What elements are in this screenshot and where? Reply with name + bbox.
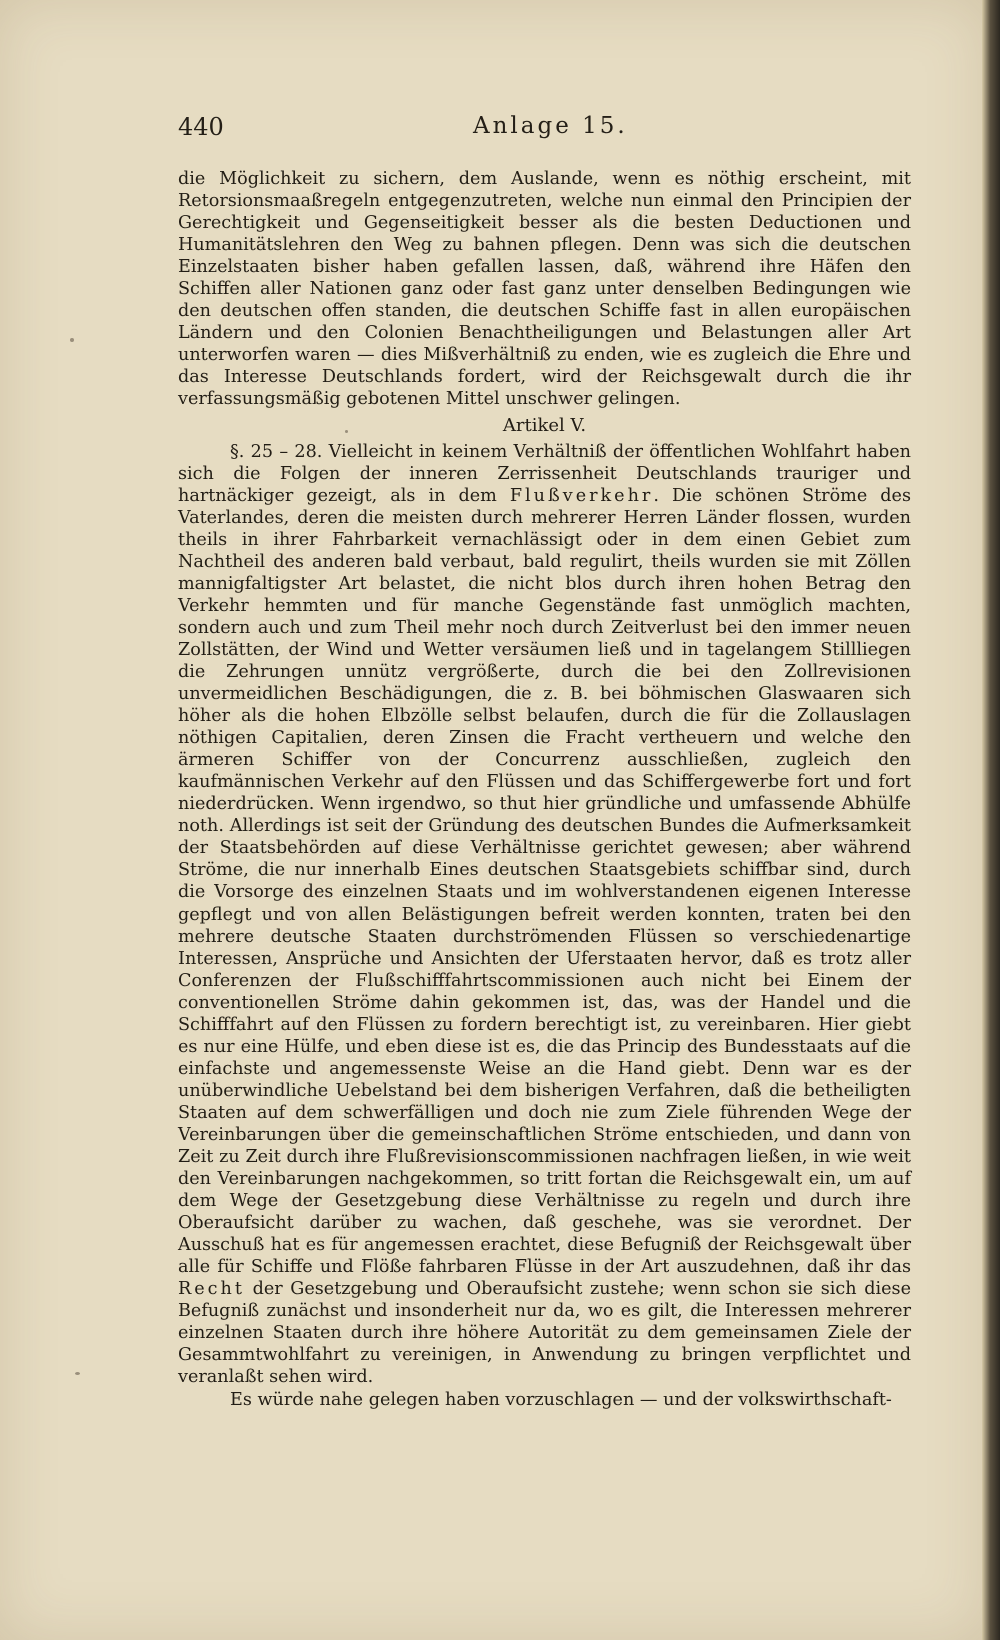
paper-speck — [345, 430, 348, 433]
running-title: Anlage 15. — [473, 113, 628, 139]
paper-speck — [70, 338, 74, 342]
paper-speck — [75, 1372, 80, 1375]
page-number: 440 — [178, 113, 224, 141]
paragraph-article-v — [178, 441, 911, 1389]
emphasized-term: Recht — [178, 1279, 245, 1300]
page-header — [178, 113, 918, 149]
article-heading: Artikel V. — [502, 414, 587, 436]
page-body — [178, 168, 911, 1411]
paragraph-closing: Es würde nahe gelegen haben vorzuschlagen — und der volkswirthschaft- — [230, 1389, 892, 1410]
paragraph-text: der Gesetzgebung und Oberaufsicht zustehe; wenn schon sie sich diese Befugniß zunächst und insonderheit nur da, wo es gilt, die Interessen mehrerer einzelnen Staaten durch ihre höhere Autorität zu dem gemeinsamen Ziele der Gesammtwohlfahrt zu vereinigen, in Anwendung zu bringen verpflichtet und veranlaßt sehen wird. — [178, 1279, 911, 1388]
paragraph-continuation: die Möglichkeit zu sichern, dem Auslande, wenn es nöthig erscheint, mit Retorsionsmaaßregeln entgegenzutreten, welche nun einmal den Principien der Gerechtigkeit und Gegenseitigkeit besser als die besten Deductionen und Humanitätslehren den Weg zu bahnen pflegen. Denn was sich die deutschen Einzelstaaten bisher haben gefallen lassen, daß, während ihre Häfen den Schiffen aller Nationen ganz oder fast ganz unter denselben Bedingungen wie den deutschen offen standen, die deutschen Schiffe fast in allen europäischen Ländern und den Colonien Benachtheiligungen und Belastungen aller Art unterworfen waren — dies Mißverhältniß zu enden, wie es zugleich die Ehre und das Interesse Deutschlands fordert, wird der Reichsgewalt durch die ihr verfassungsmäßig gebotenen Mittel unschwer gelingen. — [178, 169, 911, 410]
book-spine-edge — [982, 0, 1000, 1640]
emphasized-term: Flußverkehr — [509, 485, 654, 506]
paragraph-text: §. 25 – 28. Vielleicht in keinem Verhältniß der öffentlichen Wohlfahrt haben sich die Folgen der inneren Zerrissenheit Deutschlands trauriger und hartnäckiger gezeigt, als in dem — [178, 441, 911, 506]
paragraph-text: . Die schönen Ströme des Vaterlandes, deren die meisten durch mehrerer Herren Länder flossen, wurden theils in ihrer Fahrbarkeit vernachlässigt oder in dem einen Gebiet zum Nachtheil des anderen bald verbaut, bald regulirt, theils wurden sie mit Zöllen mannigfaltigster Art belastet, die nicht blos durch ihren hohen Betrag den Verkehr hemmten und für manche Gegenstände fast unmöglich machten, sondern auch und zum Theil mehr noch durch Zeitverlust bei den immer neuen Zollstätten, der Wind und Wetter versäumen ließ und in tagelangem Stillliegen die Zehrungen unnütz vergrößerte, durch die bei den Zollrevisionen unvermeidlichen Beschädigungen, die z. B. bei böhmischen Glaswaaren sich höher als die hohen Elbzölle selbst belaufen, durch die für die Zollauslagen nöthigen Capitalien, deren Zinsen die Fracht vertheuern und welche den ärmeren Schiffer von der Concurrenz ausschließen, zugleich den kaufmännischen Verkehr auf den Flüssen und das Schiffergewerbe fort und fort niederdrücken. Wenn irgendwo, so thut hier gründliche und umfassende Abhülfe noth. Allerdings ist seit der Gründung des deutschen Bundes die Aufmerksamkeit der Staatsbehörden auf diese Verhältnisse gerichtet gewesen; aber während Ströme, die nur innerhalb Eines deutschen Staatsgebiets schiffbar sind, durch die Vorsorge des einzelnen Staats und im wohlverstandenen eigenen Interesse gepflegt und von allen Belästigungen befreit werden konnten, traten bei den mehrere deutsche Staaten durchströmenden Flüssen so verschiedenartige Interessen, Ansprüche und Ansichten der Uferstaaten hervor, daß es trotz aller Conferenzen der Flußschifffahrtscommissionen auch nicht bei Einem der conventionellen Ströme dahin gekommen ist, das, was der Handel und die Schifffahrt auf den Flüssen zu fordern berechtigt ist, zu vereinbaren. Hier giebt es nur eine Hülfe, und eben diese ist es, die das Princip des Bundesstaats auf die einfachste und angemessenste Weise an die Hand giebt. Denn war es der unüberwindliche Uebelstand bei dem bisherigen Verfahren, daß die betheiligten Staaten auf dem schwerfälligen und doch nie zum Ziele führenden Wege der Vereinbarungen über die gemeinschaftlichen Ströme entschieden, und dann von Zeit zu Zeit durch ihre Flußrevisionscommissionen nachfragen ließen, in wie weit den Vereinbarungen nachgekommen, so tritt fortan die Reichsgewalt ein, um auf dem Wege der Gesetzgebung diese Verhältnisse zu regeln und durch ihre Oberaufsicht darüber zu wachen, daß geschehe, was sie verordnet. Der Ausschuß hat es für angemessen erachtet, diese Befugniß der Reichsgewalt über alle für Schiffe und Flöße fahrbaren Flüsse in der Art auszudehnen, daß ihr das — [178, 485, 911, 1278]
